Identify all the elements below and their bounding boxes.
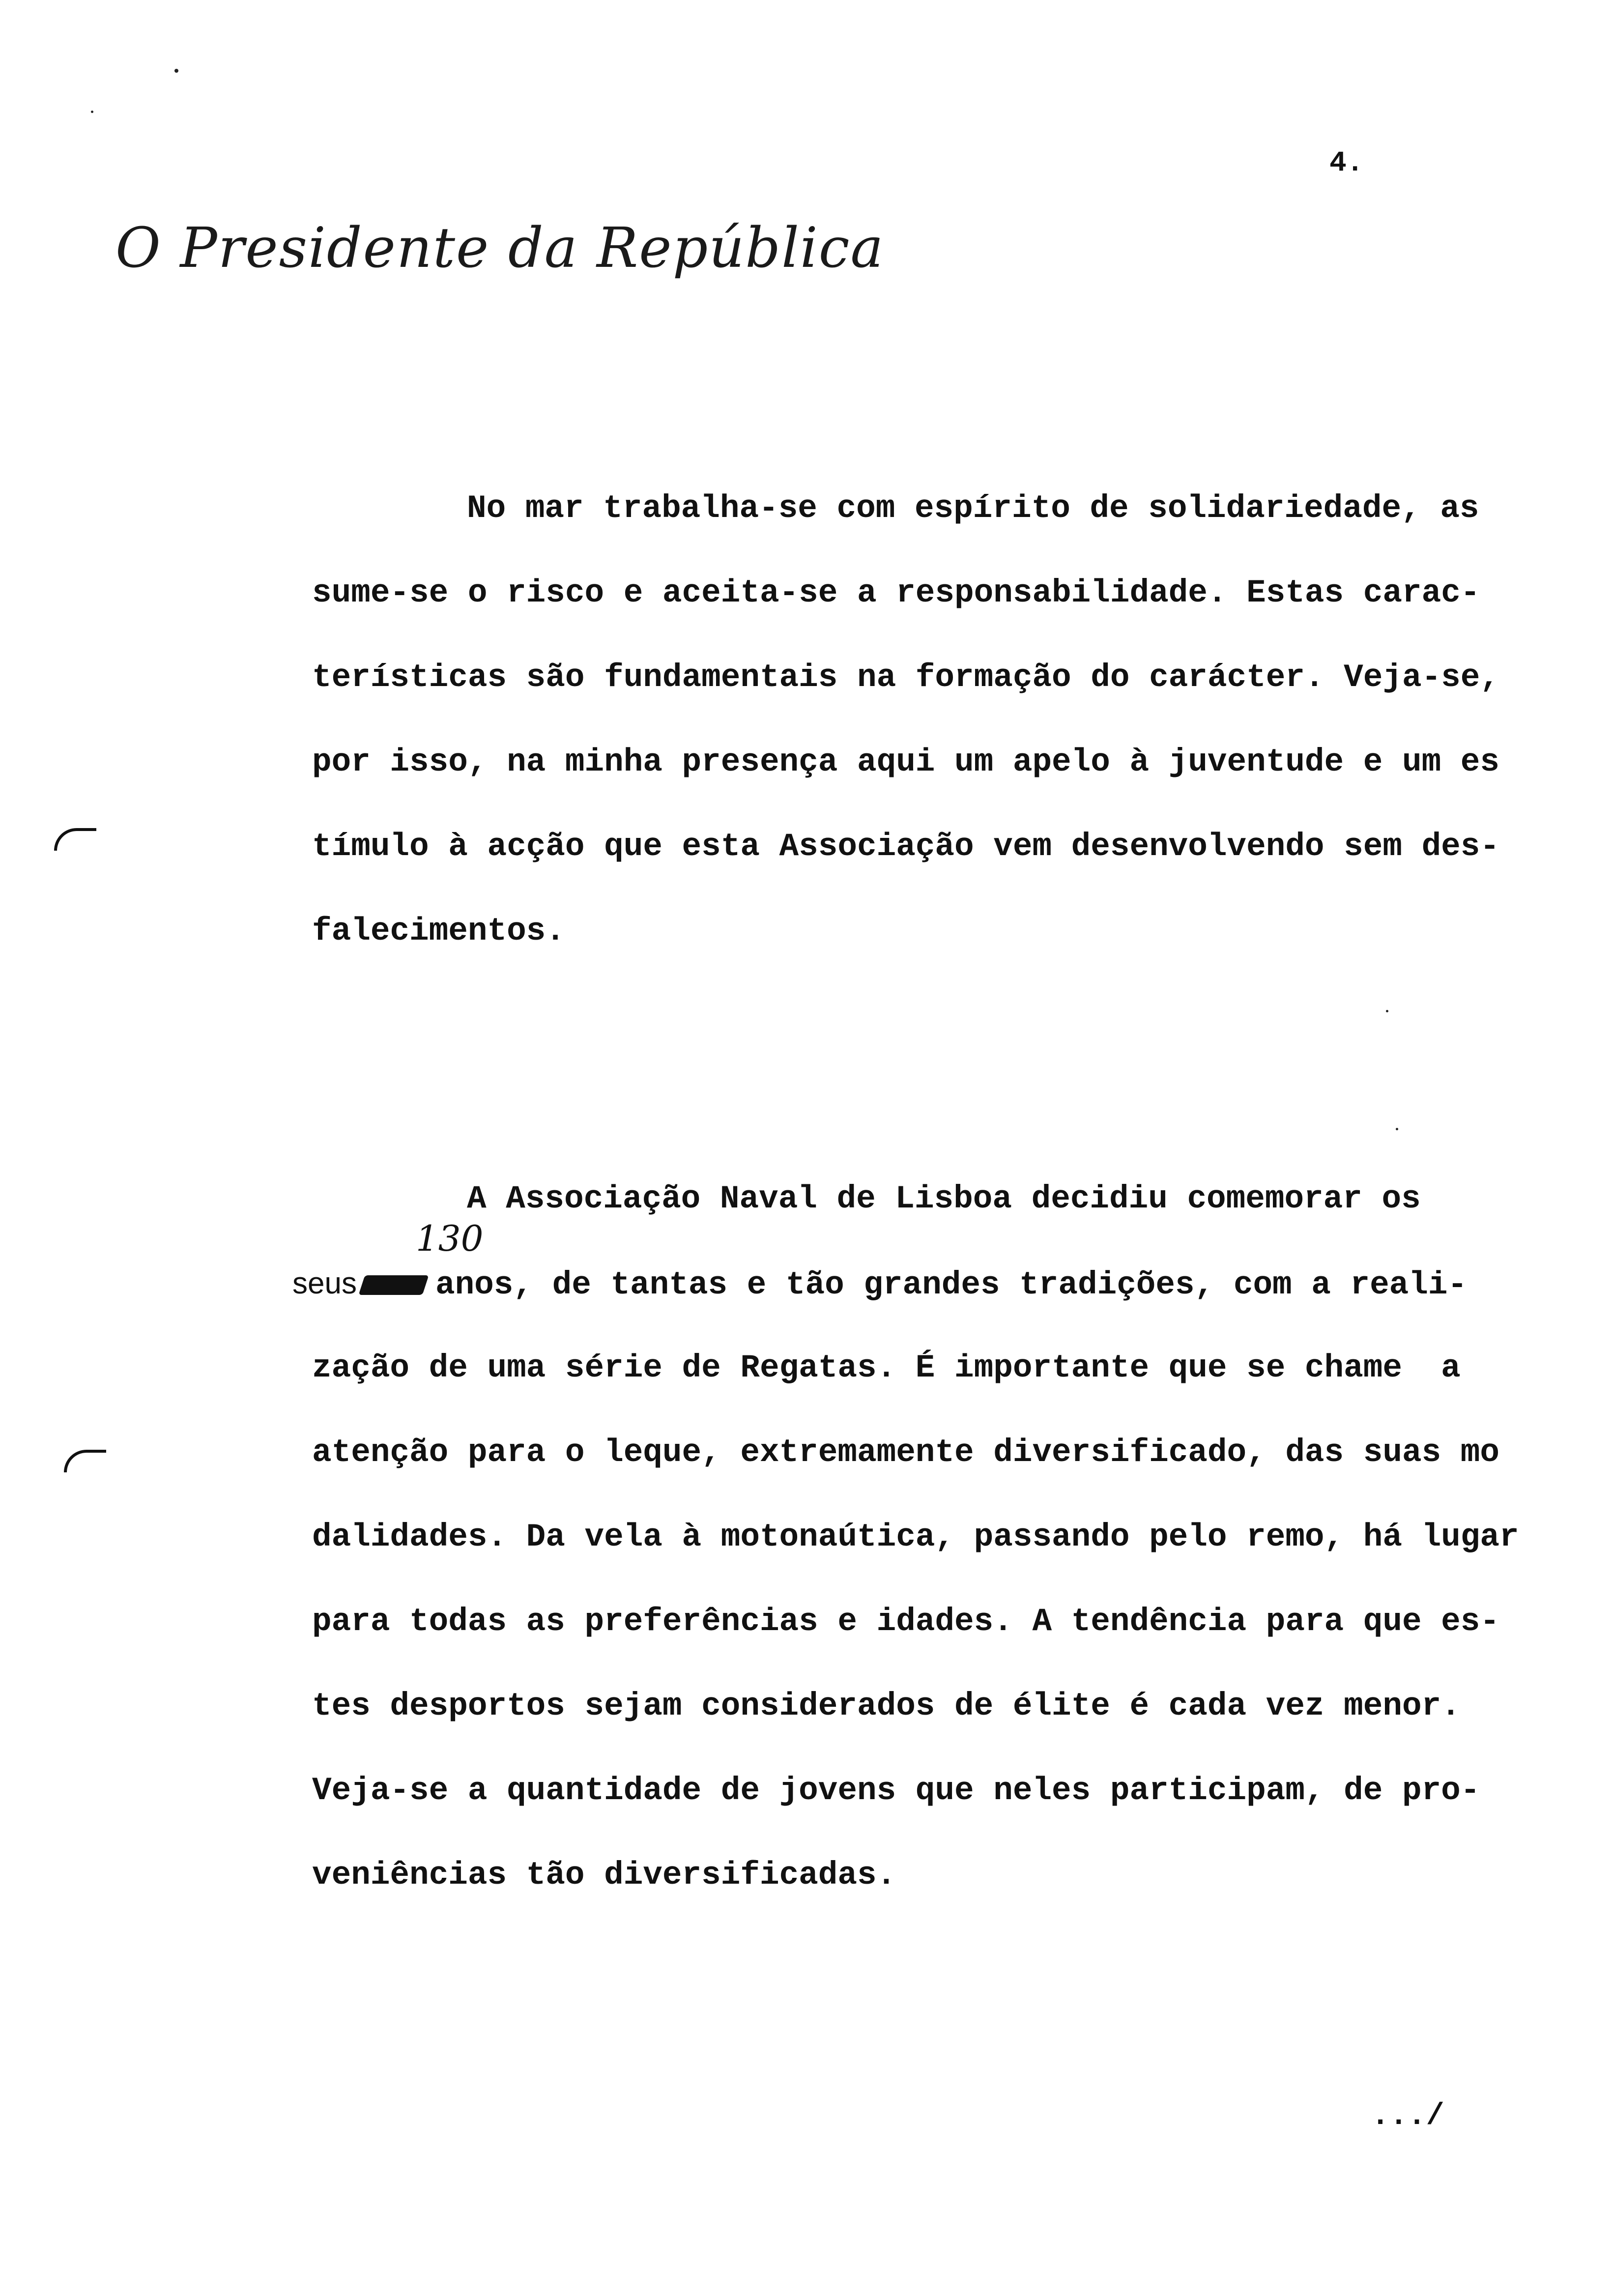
paragraph-line: falecimentos. (312, 913, 565, 949)
margin-mark-icon (64, 1450, 106, 1472)
correction (357, 1218, 484, 1310)
scan-speck (174, 69, 178, 73)
paragraph-line: atenção para o leque, extremamente diversificado, das suas mo (312, 1434, 1499, 1471)
paragraph-line: tes desportos sejam considerados de élite é cada vez menor. (312, 1688, 1461, 1724)
letterhead-title: O Presidente da República (115, 216, 885, 280)
paragraph-line: A Associação Naval de Lisboa decidiu comemorar os (467, 1180, 1421, 1217)
paragraph-line: dalidades. Da vela à motonaútica, passando pelo remo, há lugar (312, 1519, 1519, 1555)
seus-word: seus (292, 1266, 357, 1300)
paragraph-line: por isso, na minha presença aqui um apelo à juventude e um es (312, 744, 1499, 780)
struck-out-number (358, 1275, 429, 1295)
paragraph-line: terísticas são fundamentais na formação do carácter. Veja-se, (312, 659, 1499, 696)
paragraph-line: para todas as preferências e idades. A tendência para que es- (312, 1603, 1499, 1640)
continuation-mark: .../ (1371, 2098, 1444, 2133)
line-rest: anos, de tantas e tão grandes tradições, com a reali- (435, 1266, 1468, 1303)
paragraph-line-corrected (292, 1218, 1551, 1344)
paragraph-line: sume-se o risco e aceita-se a responsabilidade. Estas carac- (312, 574, 1480, 611)
paragraph-line: tímulo à acção que esta Associação vem desenvolvendo sem des- (312, 828, 1499, 865)
paragraph-line: No mar trabalha-se com espírito de solidariedade, as (467, 490, 1479, 527)
paragraph-1 (312, 484, 1551, 991)
paragraph-2 (292, 1175, 1551, 1935)
scan-speck (91, 111, 93, 113)
handwritten-correction: 130 (415, 1218, 484, 1259)
paragraph-line: Veja-se a quantidade de jovens que neles participam, de pro- (312, 1772, 1480, 1809)
page-number: 4. (1329, 147, 1364, 179)
scan-speck (1396, 1128, 1398, 1130)
scan-speck (1386, 1010, 1388, 1012)
paragraph-line: veniências tão diversificadas. (312, 1857, 896, 1894)
paragraph-line: zação de uma série de Regatas. É importante que se chame a (312, 1349, 1461, 1386)
margin-mark-icon (54, 828, 96, 851)
